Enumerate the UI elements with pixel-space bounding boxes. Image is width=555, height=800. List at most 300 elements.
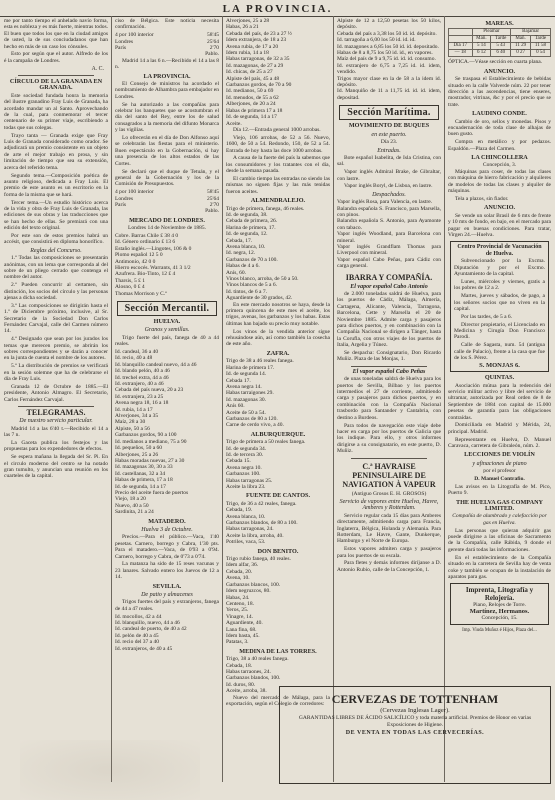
rate-row: Londres 25'64: [115, 195, 219, 202]
list-item: Id. mazagonas 30.: [226, 396, 267, 403]
column-divider: [444, 16, 445, 782]
list-item: Vapor inglés Rosa, para Valencia, en lastre.: [337, 199, 433, 206]
article-paragraph: El Consejo de ministros ha acordado el nombramiento de Alhambra para embajador en Londres.: [115, 81, 219, 100]
article-paragraph: Por este son de estos premios habrá un accésit, que consistirá en diploma honorífico.: [4, 232, 108, 246]
list-item: Id. extranjeros, de 40 a 45: [115, 645, 173, 652]
list-item: Maíz, 28 a 30: [115, 419, 146, 426]
list-item: Avena negra 14.: [226, 383, 262, 390]
column-5: [448, 18, 551, 784]
table-cell: 11 29: [511, 43, 531, 50]
list-item: Id. Manquiño de 11 a 11,75 id. id. id. idem, depositad.: [337, 88, 441, 101]
table-cell: 0 54: [530, 50, 550, 57]
list-item: Cebada del país nueva, 20 a 23: [115, 387, 184, 394]
list-item: Aceite la libra 23.: [226, 484, 266, 490]
section-title: IBARRA Y COMPAÑÍA.: [345, 272, 433, 282]
list-item: Habas de 8 a 8,75 los 50 id. id., en vapores.: [337, 50, 433, 57]
section-title: LA PROVINCIA.: [143, 72, 191, 80]
list-item: Id. recio del 37 a 40: [115, 639, 159, 646]
ad-title: CERVEZAS DE TOTTENHAM: [331, 692, 499, 706]
list-item: Alberjones, 25 a 26: [115, 451, 159, 458]
subsection-title: Despachados.: [372, 191, 406, 198]
table-cell: 5 43: [491, 43, 511, 50]
ad-text: Director propietario, el Licenciado en Medicina y Cirugía Don Francisco Parodi.: [454, 321, 545, 341]
list-item: Alverjones, 25 a 28: [226, 18, 270, 24]
section-title: DON BENITO.: [257, 547, 299, 555]
rate-row: Pablo.: [205, 208, 219, 215]
section-title: TELEGRAMAS.: [26, 408, 86, 418]
ad-text: Calle de Sagasta, num. 54 (antigua calle de Palacio), frente a la casa que fue de los S. Pérez.: [454, 342, 545, 361]
article-paragraph: Lo ofrecerán en el día de Don Alfonso aquí se celebrarán las fiestas para el ministerio. Buen espectáculo en la Gobernación, si hay una presencia de los altos estados de las Cortes.: [115, 135, 219, 167]
list-item: Id. pequeños, 50 a 60: [115, 445, 163, 452]
list-item: Trigo rubio fanega, 40 reales.: [226, 556, 291, 563]
section-title: SEVILLA.: [152, 582, 182, 590]
list-item: Avena negra 18, 16 a 18: [115, 400, 169, 407]
list-item: Habas tarraones, 24.: [226, 668, 271, 675]
list-item: Carne de cerdo vivo, a 40.: [226, 422, 284, 429]
ad-footer: DE VENTA EN TODAS LAS CERVECERÍAS.: [345, 730, 485, 736]
lead-paragraph: me por tanto tiempo el anhelado navío forma, esta es nobleza y es más fuerte, mientras todos. El buen que todos los que en la ciudad amigos de usted, la de sus conciudadanos que han hecho en más de un caso los cónsules.: [4, 18, 108, 50]
table-row: [449, 43, 551, 50]
grain-price-list: [337, 18, 441, 101]
grain-price-list: [226, 18, 330, 127]
list-item: Cebada del país, de 23 a 27 ½: [226, 30, 292, 37]
grain-price-list: [226, 206, 330, 302]
subsection-title: (Antiguo Grosos E. H. GROSOS): [351, 490, 427, 497]
article-paragraph: Madrid 14 a las 6'40 t.—Recibido el 14 a las 7 n.: [4, 425, 108, 439]
table-row: [449, 50, 551, 57]
subsection-title: De nuestro servicio particular.: [19, 418, 93, 425]
list-item: Patatas, 3.: [226, 639, 249, 646]
article-paragraph: Tela a plazos, sin fiador.: [455, 195, 509, 202]
article-paragraph: Se espera mañana la llegada del Sr. Pi. En el circulo moderno del centro se ha notado gran tumulto, y anuncian una reunión en los cuarteles de la capital.: [4, 454, 108, 480]
list-item: Vapor inglés Grandflam Thomas para Liverpool con mineral.: [337, 243, 441, 257]
list-item: Cobre. Barras Chile £ 38 4 0: [115, 232, 179, 239]
article-paragraph: 4.ª Designado que sean por los jurados los temas que merecen premio, se abrirán los sobres correspondientes y se darán a conocer en la junta de cuenta el nombre de los autores.: [4, 336, 108, 362]
list-item: Trigos mayor clase en la de 58 a la idem id. depósito.: [337, 75, 441, 89]
list-item: Centeno, 18.: [226, 600, 254, 607]
ad-text: Martes, jueves y sábados, de pago, a los señores socios que no viven en la capital.: [454, 293, 545, 312]
article-paragraph: Viejo, 106 arrobas, de 52 a 56. Nuevo, 1600, de 50 a 54. Redondo, 150, de 52 a 54. Entrada de hoy hasta las doce 1000 arrobas.: [226, 134, 330, 154]
list-item: Id. chicas, de 25 a 27: [226, 69, 273, 76]
table-header: Tarde: [530, 36, 550, 43]
table-cell: 5 14: [472, 43, 491, 50]
article-paragraph: Se ha autorizado a las compañías para celebrar los banquetes que se acostumbran el día del santo del Rey, entre los de salud consagrados a la memoria del difunto Monarca y las vigilias.: [115, 101, 219, 134]
section-separator: [18, 75, 94, 76]
list-item: Id. Género ordinario £ 13 6: [115, 239, 176, 246]
subsection-title: El vapor español Cabo Peñas: [352, 368, 426, 375]
ad-text: Subvencionado por la Excma. Diputación y por el Excmo. Ayuntamiento de la capital.: [454, 258, 545, 278]
article-paragraph: Para todos de navegación este viaje debe hacer en carga por los puertos de Galicia que los indique. Para ello, y otros informes dirigirse a su consignatario, en este puerto, D. Muñiz.: [337, 422, 441, 455]
article-paragraph: Estos vapores admiten carga y pasajeros para los puertos de su escala.: [337, 546, 441, 559]
section-title: FUENTE DE CANTOS.: [245, 492, 310, 500]
ad-text: Por las tardes, de 5 a 6.: [461, 313, 513, 320]
article-paragraph: Segundo tema.—Composición poética de asunto religioso, dedicada a Fray Luis. El premio de este asunto es un escritorio en la forma de la misma que se hará.: [4, 172, 108, 198]
list-item: Cebada, 18.: [226, 662, 253, 669]
subsection-title: Entradas.: [377, 147, 401, 154]
table-header: Pleamar: [472, 29, 511, 36]
list-item: Id. extranjero de 6,75 a 7,25 id. id. idem, vendido.: [337, 62, 441, 76]
article-paragraph: Se vende un solar Brasil de 6 mts de frente y 10 mts de fondo, en bajo, en el mercado para pagar en buenas condiciones. Para tratar, Virgen 24.—Huelva.: [448, 212, 551, 238]
section-title: MATADERO.: [148, 517, 186, 525]
list-item: Avena, 10.: [226, 575, 250, 582]
table-cell: 6 40: [491, 50, 511, 57]
article-paragraph: Se declaró que el duque de Tetuán, y el general de la Gobernación y los de la Comisión de Presupuestos.: [115, 168, 219, 188]
article-paragraph: Bote español Isabelita, de Isla Cristina, con sal.: [337, 154, 441, 168]
person-name: D. Manuel Contrafio.: [474, 476, 525, 483]
table-header: Tarde: [491, 36, 511, 43]
section-title: CÍRCULO DE LA GRANADA EN GRANADA.: [9, 78, 103, 92]
ad-text: Concepción, 15.: [481, 615, 518, 622]
list-item: Alosno, 0 £ 4: [115, 284, 145, 291]
list-item: Idem basta, 45.: [226, 632, 260, 639]
list-item: Trigo, de 36 a 42 reales, fanega.: [226, 500, 297, 507]
subsection-title: en este puerto.: [371, 131, 407, 138]
list-item: Avena blanca, 10.: [226, 513, 266, 520]
list-item: Vapor español Cabo Peñas, para Cádiz con carga general.: [337, 256, 441, 270]
lead-paragraph: ciso de Bélgica. Este noticia necesita confirmación.: [115, 18, 219, 31]
article-paragraph: A causa de la fuerte del país la sabemos que los consumidores y los tratantes con el día, desde la semana pasada.: [226, 155, 330, 175]
list-item: Precio del aceite fuera de puertos: [115, 489, 189, 496]
list-item: Garbanzos blandos, 100.: [226, 675, 281, 682]
section-banner: Sección Marítima.: [339, 105, 439, 120]
list-item: Id. blando pelón, 40 a 46: [115, 368, 170, 375]
table-cell: [449, 29, 473, 36]
grain-price-list: [226, 358, 330, 428]
section-title: ALMENDRALEJO.: [250, 197, 306, 205]
article-paragraph: Granada 12 de Octubre de 1885.—El presidente, Antonio Almagro. El Secretario, Carlos Fernández Carvajal.: [4, 383, 108, 403]
list-item: Idem extranjera, de 18 a 23: [226, 37, 287, 44]
header-rule: [0, 16, 555, 17]
grain-price-list: [115, 614, 219, 652]
rates-list: [115, 189, 219, 215]
column-divider: [333, 16, 334, 782]
list-item: Aguardiente, 40.: [226, 620, 263, 627]
list-item: Potriles, vaca, 53.: [226, 539, 266, 546]
article-paragraph: 3.ª Las composiciones se dirigirán hasta el 1.º de Diciembre próximo, inclusive, al Sr. Secretario de la Sociedad Don Carlos Fernández Carvajal, calle del Carmen número 14.: [4, 302, 108, 335]
article-paragraph: En el establecimiento de la Compañía situado en la carretera de Sevilla hay de venta coke y también se ocupan de la instalación de aparatos para gas.: [448, 554, 551, 580]
list-item: Id. mazagones a 6,85 los 50 id. id. depositado.: [337, 43, 439, 50]
section-title: QUINTAS.: [484, 374, 515, 382]
grain-price-list: [115, 349, 219, 516]
list-item: Cebada 17.: [226, 377, 251, 384]
list-item: Avena rubia, de 17 a 20: [226, 43, 279, 50]
list-item: Id. castellanas, 32 a 34: [115, 470, 166, 477]
section-title: MAREAS.: [485, 20, 514, 27]
list-item: Garbanzos 100.: [226, 471, 261, 478]
list-item: Id. candeal, 36 a 40: [115, 349, 159, 356]
ad-signature: S. MONJAS 6.: [479, 361, 520, 369]
list-item: Habas de 4 a 6.: [226, 263, 260, 270]
column-3: [226, 18, 330, 784]
list-item: Plomo español 12 5 0: [115, 252, 163, 259]
subsection-title: Reglas del Concurso.: [30, 247, 82, 254]
article-paragraph: Se traspasa el Establecimiento de bebidas situado en la calle Valverde núm. 22 por tener dirección a las ascendencias, tiene enseres, mostrador, vitrinas, &c y por el precio que se trate.: [448, 76, 551, 108]
list-item: Cebada de primera, 26.: [226, 218, 278, 225]
list-item: Id. trechel extra, 44 a 46: [115, 374, 169, 381]
subsection-title: Concepción, 3.: [482, 162, 517, 169]
list-item: Idem negruzcos, 80.: [226, 588, 271, 595]
list-item: Tharsis, 5 £ 1: [115, 277, 145, 284]
section-banner: Sección Mercantil.: [117, 301, 217, 316]
list-item: Garbanzos de 80 a 120.: [226, 415, 278, 422]
list-item: Habas de primera, 17 a 18: [115, 477, 173, 484]
column-2: [115, 18, 219, 784]
vaccination-ad: [450, 241, 549, 372]
list-item: Habas tarragonas 25.: [226, 477, 273, 484]
subsection-title: De patio y almacenes: [141, 592, 193, 599]
subsection-title: Servicio de vapores entre Huelva, Havre, Amberes y Rotterdam.: [339, 498, 439, 512]
list-item: Vapor inglés Woodland, para Barcelona con mineral.: [337, 231, 441, 244]
article-paragraph: La Gaceta publica los festejos y las propuestas para los expendedores de efectos.: [4, 440, 108, 453]
article-paragraph: Asociación mútua para la redención del servicio militar activo y libre del servicio de ultramar, autorizada por Real orden de 8 de Septiembre de 1884 con capital de 15.000 pesetas de garantía para las obligaciones contraídas.: [448, 382, 551, 421]
article-paragraph: Día 12.—Entrada general 1000 arrobas.: [233, 126, 321, 133]
list-item: Vinos blanco, arroba, de 50 a 50.: [226, 276, 299, 283]
print-shop-ad: [450, 583, 549, 624]
article-paragraph: La matanza ha sido de 15 reses vacunas y 23 lanares. Salvado entero los Juevos de 12 a 14.: [115, 561, 219, 581]
list-item: Id. de segunda 14.: [226, 371, 267, 378]
list-item: Garbanzos gordos, 90 a 100: [115, 432, 177, 439]
section-separator: [18, 406, 94, 407]
list-item: Id. de segunda, 38.: [226, 211, 268, 218]
list-item: Avena negra 10.: [226, 464, 262, 471]
article-paragraph: Compra en metálico y por pedazos. Espaldón.—Plaza del Carmen.: [448, 139, 551, 152]
list-item: Antimonio, 42 0 0: [115, 258, 156, 265]
article-paragraph: Compañía de alumbrado y calefacción por gas en Huelva.: [452, 513, 547, 526]
article-paragraph: Las avisos en la Litografía de M. Pico, Puerto 9.: [448, 483, 551, 497]
list-item: Id. negra, 12.: [226, 250, 256, 257]
list-item: Id. pelón de 40 a 45: [115, 632, 159, 639]
list-item: Hierro escocés. Warrants, 41 3 1/2: [115, 264, 191, 271]
subsection-title: y afinaciones de piano: [472, 460, 527, 467]
list-item: Cebada, 19.: [226, 507, 253, 514]
ad-text: Lunes, miércoles y viernes, gratis a los pobres de 12 a 2.: [454, 278, 545, 292]
list-item: Id. extranjero, 40 a 46: [115, 381, 164, 388]
ad-subtitle: (Cervezas Inglesas Lager).: [380, 707, 450, 714]
list-item: Maíz del país de 9 a 9,75 id. id. id. consumo.: [337, 56, 436, 63]
rates-list: [115, 32, 219, 58]
list-item: Habas tarraigones 29.: [226, 390, 274, 397]
article-paragraph: Para fletes y demás informes diríjanse a D. Antonio Rubio, calle de la Concepción, 1.: [337, 560, 441, 573]
list-item: Trigo de 38 a 46 reales fanega.: [226, 358, 294, 365]
article-paragraph: de 2.000 toneladas saldrá de Huelva, para los puertos de Cádiz, Málaga, Almería, Cartagena, Alicante, Valencia, Tarragona, Barcelona, Cette y Marsella el 20 de Noviembre 1885. Admite carga y pasajeros para dichos puertos, y en combinación con la Compañía Nacional se dirigen a Tánger, hasta la Corufla, con otros viajes de los puertos de Italia, Argelia y Túnez.: [337, 291, 441, 349]
notice: ÓPTICA.—Véase sección en cuarta plana.: [448, 59, 543, 66]
table-header: Bajamar: [511, 29, 551, 36]
ad-text: Piano, Relojes de Torre.: [473, 602, 526, 609]
list-item: Alpiste del país, 45 a 48: [226, 75, 280, 82]
list-item: Alpiste de 12 a 12,50 pesetas los 50 kilos, depósito.: [337, 18, 441, 31]
table-cell: 11 58: [530, 43, 550, 50]
list-item: Habas, 24.: [226, 594, 250, 601]
section-title: ANUNCIO.: [483, 67, 516, 75]
list-item: Trigo de primera, fanega, 46 reales.: [226, 205, 305, 212]
section-title: ANUNCIO.: [483, 204, 516, 212]
list-item: Id. mazagonas, de 27 a 29: [226, 62, 284, 69]
list-item: Cebada, 17.: [226, 237, 253, 244]
list-item: Aguardiente de 30 grados, 42.: [226, 295, 293, 302]
list-item: Anís 60.: [226, 403, 245, 410]
column-1: [4, 18, 108, 784]
article-paragraph: Los vinos de la vendida anterior sigue rehusándose aún, así como también la cosecha de este año.: [226, 328, 330, 348]
list-item: Trigo de primera a 50 reales fanega.: [226, 439, 306, 446]
list-item: Id. de segunda 34.: [226, 445, 267, 452]
list-item: Yeros, 25.: [226, 607, 249, 614]
article-paragraph: Precios.—Para el público.—Vaca, 1'40 pesetas. Carnero, borrego y Cabra, 1'30 pts. Para el matadero.—Vaca, de 0'93 a 0'94. Carnero, borrego y Cabra, de 0'73 a 0'74.: [115, 534, 219, 560]
article-paragraph: de unas toneladas saldrá de Huelva para los puertos de Sevilla, Bilbao y los puertos intermedios el 27 de corriente, admitiendo carga y pasajeros para dichos puertos, y en combinación con la Compañía Nacional trasbordo para Santander y Cantabria, con destino a Burdeos.: [337, 376, 441, 421]
masthead-title: LA PROVINCIA.: [222, 3, 333, 15]
article-paragraph: Se despacha: Consignatario, Don Ricardo Muñiz. Plaza de las Monjas, 1.: [337, 350, 441, 363]
section-separator: [351, 366, 427, 367]
list-item: Harina de primera 17.: [226, 364, 275, 371]
list-item: Garbanzos blandos, de 80 a 100.: [226, 520, 298, 527]
article-paragraph: Servicio regular cada 15 días para Amberes directamente, admitiendo carga para Francia, Inglaterra, Bélgica, Holanda y Alemania. Para Rotterdam, Le Havre, Gante, Dunkerque, Hamburgo y el Norte de Europa.: [337, 512, 441, 545]
table-cell: 0 27: [511, 50, 531, 57]
list-item: Aceite la libra, arroba, 40.: [226, 532, 284, 539]
list-item: Aceite.: [226, 120, 242, 127]
list-item: Idem rubia, 14 a 18: [226, 50, 269, 57]
article-paragraph: 2.ª Pueden concurrir al certamen, sin distinción, los socios del círculo y las personas ajenas a dicha sociedad.: [4, 282, 108, 301]
list-item: Id. de segunda, 14 a 17: [115, 483, 166, 490]
column-divider: [111, 16, 112, 782]
list-item: Alpiste, 50 a 56: [115, 425, 150, 432]
signature: A. C.: [91, 65, 104, 72]
article-paragraph: Trayo tanta — Granada exige que Fray Luis de Granada considerado como orador. Se adjudicará un premio consistente en un objeto de arte el mejor trabajo en prosa, y sin limitación de tiempo que sea su extensión, acerca del referido tema.: [4, 132, 108, 171]
list-item: Id. de segunda, 12.: [226, 231, 268, 238]
imprint: Imp. Viuda Muñoz é Hijos, Plaza del...: [462, 627, 537, 633]
list-item: Habas tarragonas, de 32 a 35: [226, 56, 290, 63]
list-item: Id. tarragoña a 6,00 los 50 id. id. id.: [337, 37, 416, 44]
subsection-title: Granos y semillas.: [144, 327, 190, 334]
ad-name: Martínez, Hermanos.: [469, 607, 530, 615]
list-item: Sardinita, 21 a 24: [115, 509, 154, 516]
table-cell: [449, 36, 473, 43]
section-title: HUELVA.: [153, 318, 181, 325]
section-title: THE HUELVA GAS COMPANY LIMITED.: [455, 498, 544, 513]
list-item: Cebada 15.: [226, 458, 251, 465]
table-header: Mañ.: [472, 36, 491, 43]
list-item: Idem alfar, 36.: [226, 562, 259, 569]
table-cell: — 18: [449, 50, 473, 57]
list-item: Id. mazagonas 30, 30 a 33: [115, 464, 173, 471]
list-item: Cebada, 20.: [226, 568, 253, 575]
section-title: C.ª HAVRAISE PENINSULAIRE DE NAVIGATION À VAPEUR: [342, 461, 436, 489]
list-item: Id. blanquillo candeal nuevo, 44 a 46: [115, 361, 197, 368]
rate-row: 4 por 100 interior 58'45: [115, 189, 219, 196]
list-item: Garbanzos blancos, 100.: [226, 581, 281, 588]
subsection-title: El vapor español Cabo Antonio: [350, 283, 428, 290]
article-paragraph: Este sociedad fundada honra la memoria del ilustre granadino Fray Luis de Granada, ha acordado mandar un al Santo. Aprovechando de la cual, para conmemorar el tercer centenario de su primer viaje, escribiendo a todas que sus colegas.: [4, 92, 108, 131]
article-paragraph: Trigos fuertes del país y extranjeros, fanega de 44 a 47 reales.: [115, 599, 219, 612]
list-item: Id. tintos, de 6 a 7.: [226, 288, 267, 295]
list-item: Habas moradas nuevas, 27 a 30: [115, 457, 185, 464]
ad-text: GARANTIDAS LIBRES DE ÁCIDO SALICÍLICO y toda materia artificial. Premios de Honor en varias Exposiciones de Higiene.: [298, 715, 532, 728]
article-paragraph: Representante en Huelva, D. Manuel Caravaca, carretera de Gibraleón, núm. 2.: [448, 436, 551, 450]
list-item: Thomas Morrison y C.ª: [115, 290, 167, 297]
ad-title: Centro Provincial de Vacunación de Huelva.: [457, 244, 542, 258]
article-paragraph: Cambio de oro, sellos y monedas. Pisos y encuadernación de toda clase de alhajas de buen gusto.: [448, 118, 551, 138]
list-item: Alberjones, de 20 a 24: [226, 101, 276, 108]
list-item: Anís, 60.: [226, 269, 247, 276]
grain-price-list: [226, 439, 330, 490]
list-item: Cebada del país a 3,38 los 50 id. id. depósito.: [337, 30, 437, 37]
list-item: Id. extranjera, 23 a 25: [115, 393, 164, 400]
article-paragraph: 5.ª La distribución de premios se verificará en la sesión solemne que ha de celebrarse el día de Fray Luis.: [4, 363, 108, 383]
list-item: Aceite de 50 a 54.: [226, 409, 266, 416]
list-item: Id. de segunda, 14 a 17: [226, 114, 277, 121]
list-item: Id. rubia, 14 a 17: [115, 406, 153, 413]
article-paragraph: Máquinas para coser, de todas las clases con máquina de hierro fabricación y alquileres de modelos de todas las clases y alquiler de máquinas.: [448, 168, 551, 195]
list-item: Id. duros, 80.: [226, 681, 256, 688]
table-cell: Día 17: [449, 43, 473, 50]
tides-table: [448, 28, 551, 57]
section-title: MOVIMIENTO DE BUQUES: [348, 122, 430, 130]
list-item: Garbanzos gordos, de 70 a 90: [226, 82, 292, 89]
section-title: LA CHINCOLLERA: [471, 154, 528, 162]
grain-price-list: [226, 501, 330, 546]
section-title: LECCIONES DE VIOLÍN: [464, 451, 535, 459]
list-item: Vinos blancos de 5 a 6.: [226, 282, 277, 289]
list-item: Alverjones, 34 a 35: [115, 413, 159, 420]
column-divider: [222, 16, 223, 782]
list-item: Id. mocollos, 42 a 44: [115, 613, 162, 620]
article-paragraph: por el profesor: [483, 468, 516, 475]
table-cell: 6 12: [472, 50, 491, 57]
ship-list: [337, 199, 441, 269]
dateline: Londres 14 de Noviembre de 1885.: [128, 225, 206, 232]
list-item: Azufrera. Bio-Tinto, 12 £ 4: [115, 271, 176, 278]
section-separator: [351, 458, 427, 459]
article-paragraph: 1.ª Todas las composiciones se presentarán anónimas, con un lema que corresponda al del sobre de un pliego cerrado que contenga el nombre del autor.: [4, 255, 108, 281]
beer-advertisement: [279, 686, 551, 784]
metal-price-list: [115, 233, 219, 297]
article-paragraph: En este mercado nosotros se haya, desde la primera quincena de este mes el aceite, los trigos, avenas, los garbanzos y los habas. Estas últimas han bajado su precio muy notable.: [226, 301, 330, 327]
lead-paragraph: Esto por según que el autor. Alfredo de los é la campaña de Londres.: [4, 51, 108, 64]
article-paragraph: Vapor inglés Boryl, de Lisboa, en lastre.: [344, 183, 433, 190]
section-title: LAUDINO CONDE.: [472, 110, 527, 118]
column-4: [337, 18, 441, 784]
list-item: Id. medianos, 50 a 69: [226, 88, 274, 95]
section-title: ZAFRA.: [266, 349, 290, 357]
list-item: Id. de tercera 30.: [226, 451, 264, 458]
article-paragraph: Tercer tema.—Un estudio histórico acerca de la vida y obra de Fray Luis de Granada, las ediciones de sus obras y las traducciones que se han hecho de ellas. Se premiará con una edición del texto original.: [4, 199, 108, 232]
section-title: MERCADO DE LONDRES.: [129, 216, 205, 224]
list-item: Nuevo, 40 a 50: [115, 502, 149, 509]
list-item: Avena blanca, 10.: [226, 243, 266, 250]
rate-row: Pablo.: [205, 51, 219, 58]
list-item: Id. candeal de puerto, de 40 a 42: [115, 626, 187, 633]
list-item: Id. medianos a mediano, 75 a 90: [115, 438, 187, 445]
article-paragraph: Madrid 14 a las 6 n.—Recibido el 14 a las 8 n.: [115, 57, 219, 71]
section-title: ALBURQUERQUE.: [250, 430, 306, 438]
article-paragraph: Domiciliada en Madrid y Mérida, 24, principal. Madrid.: [448, 422, 551, 435]
list-item: Habas de primera 17 a 18: [226, 107, 283, 114]
list-item: Estaño inglés.—Lingotes, 106 & 0: [115, 245, 192, 252]
rate-row: 4 por 100 interior 58'45: [115, 32, 219, 39]
rate-row: Londres 25'64: [115, 38, 219, 45]
list-item: Harina de primera, 17.: [226, 224, 276, 231]
list-item: Vinagre, 14.: [226, 613, 254, 620]
dateline: Día 23.: [380, 139, 398, 146]
article-paragraph: El cambio tiempo las entradas no siendo las mismas no siguen fijas y las más tenidas fueron aceites.: [226, 175, 330, 195]
article-paragraph: Trigo fuerte del país, fanega de 40 a 44 reales.: [115, 334, 219, 348]
list-item: Lana fina, 68.: [226, 626, 257, 633]
section-title: MEDINA DE LAS TORRES.: [239, 647, 317, 655]
table-header: Mañ.: [511, 36, 531, 43]
grain-price-list: [226, 556, 330, 646]
list-item: Trigo, 38 a 40 reales fanega.: [226, 656, 289, 663]
page-footer: [0, 784, 555, 800]
list-item: Garbanzos de 70 a 100.: [226, 256, 278, 263]
list-item: Aceite, arroba, 38.: [226, 688, 267, 695]
